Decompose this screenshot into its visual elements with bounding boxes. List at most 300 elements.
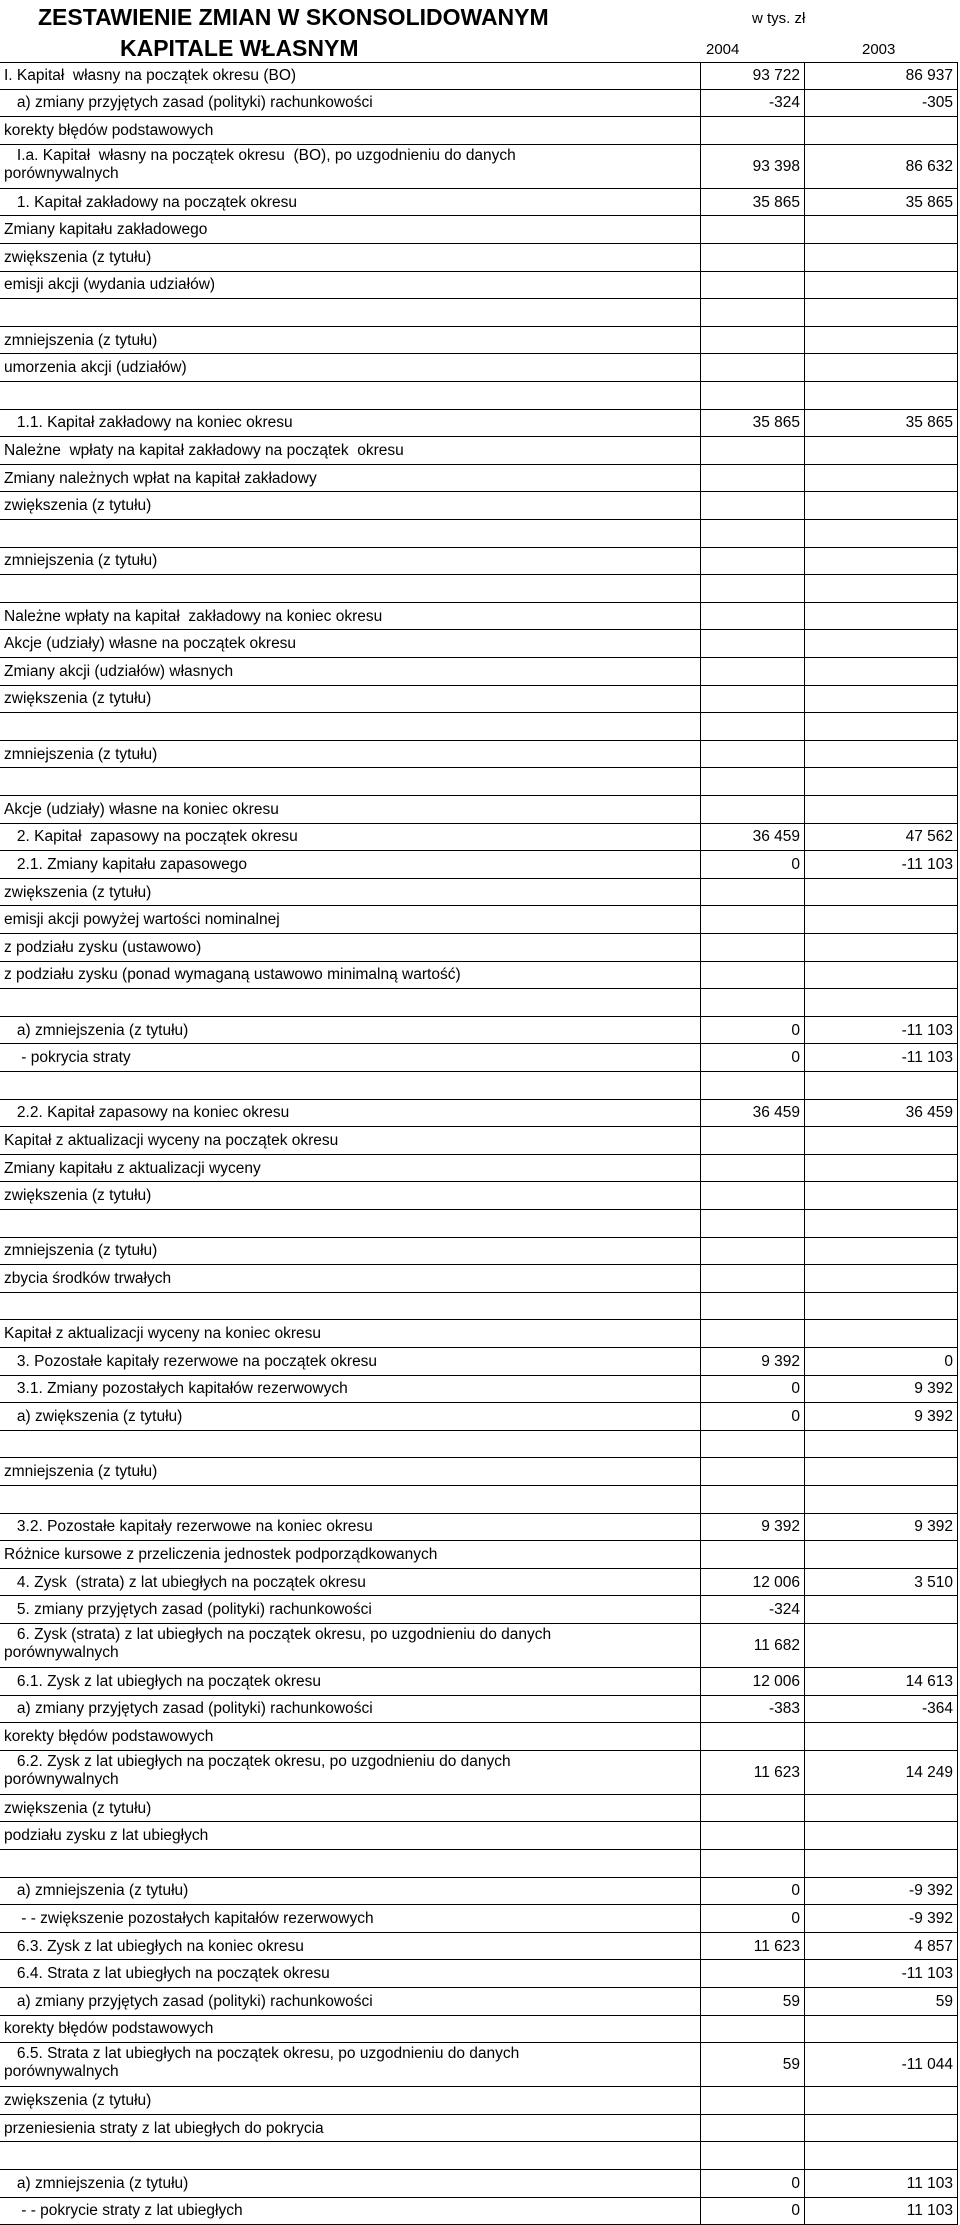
value-2004 bbox=[700, 2016, 804, 2044]
value-2004: 59 bbox=[700, 1988, 804, 2016]
row-label bbox=[0, 1751, 700, 1795]
table-row bbox=[0, 382, 960, 410]
row-label-text: 6.2. Zysk z lat ubiegłych na początek okresu, po uzgodnieniu do danych porównywalnych bbox=[4, 1752, 511, 1788]
row-label bbox=[0, 2043, 700, 2087]
row-label bbox=[0, 244, 700, 272]
row-label bbox=[0, 1431, 700, 1459]
row-label-text: z podziału zysku (ustawowo) bbox=[4, 938, 202, 956]
row-label-text: a) zmniejszenia (z tytułu) bbox=[4, 2174, 189, 2192]
row-label bbox=[0, 2198, 700, 2225]
table-row bbox=[0, 327, 960, 355]
table-row bbox=[0, 189, 960, 217]
value-2003 bbox=[804, 1850, 958, 1878]
value-2004: -324 bbox=[700, 1596, 804, 1624]
table-row bbox=[0, 1265, 960, 1293]
row-label bbox=[0, 90, 700, 118]
value-2003 bbox=[804, 796, 958, 824]
value-2003 bbox=[804, 354, 958, 382]
value-2004: 0 bbox=[700, 1017, 804, 1045]
value-2003: 36 459 bbox=[804, 1100, 958, 1128]
value-2004 bbox=[700, 1155, 804, 1183]
table-row bbox=[0, 1017, 960, 1045]
row-label bbox=[0, 768, 700, 796]
row-label-text: z podziału zysku (ponad wymaganą ustawowo minimalną wartość) bbox=[4, 966, 461, 984]
value-2004: 12 006 bbox=[700, 1668, 804, 1696]
row-label bbox=[0, 1596, 700, 1624]
value-2004 bbox=[700, 713, 804, 741]
table-row bbox=[0, 1100, 960, 1128]
row-label bbox=[0, 1017, 700, 1045]
value-2004: 9 392 bbox=[700, 1348, 804, 1376]
row-label-text: 2.2. Kapitał zapasowy na koniec okresu bbox=[4, 1104, 290, 1122]
value-2004: 0 bbox=[700, 1905, 804, 1933]
table-row bbox=[0, 1960, 960, 1988]
table-row bbox=[0, 1320, 960, 1348]
value-2004 bbox=[700, 879, 804, 907]
row-label-text: Zmiany kapitału z aktualizacji wyceny bbox=[4, 1159, 261, 1177]
table-row bbox=[0, 658, 960, 686]
value-2003 bbox=[804, 1795, 958, 1823]
row-label-text: Zmiany akcji (udziałów) własnych bbox=[4, 662, 234, 680]
table-row bbox=[0, 796, 960, 824]
row-label-text: zwiększenia (z tytułu) bbox=[4, 1799, 152, 1817]
table-row bbox=[0, 630, 960, 658]
value-2003 bbox=[804, 1210, 958, 1238]
value-2004: 59 bbox=[700, 2043, 804, 2087]
row-label-text: Zmiany należnych wpłat na kapitał zakładowy bbox=[4, 469, 317, 487]
row-label bbox=[0, 1100, 700, 1128]
row-label bbox=[0, 62, 700, 90]
value-2004 bbox=[700, 1458, 804, 1486]
table-row bbox=[0, 354, 960, 382]
value-2003: 9 392 bbox=[804, 1376, 958, 1404]
row-label bbox=[0, 1376, 700, 1404]
row-label bbox=[0, 934, 700, 962]
table-row bbox=[0, 1905, 960, 1933]
row-label bbox=[0, 2087, 700, 2115]
row-label bbox=[0, 216, 700, 244]
row-label-text: 3.1. Zmiany pozostałych kapitałów rezerwowych bbox=[4, 1380, 348, 1398]
row-label bbox=[0, 575, 700, 603]
value-2004: 36 459 bbox=[700, 824, 804, 852]
row-label-text: I.a. Kapitał własny na początek okresu (BO), po uzgodnieniu do danych porównywalnych bbox=[4, 146, 516, 182]
value-2003: 11 103 bbox=[804, 2198, 958, 2225]
value-2004 bbox=[700, 1822, 804, 1850]
value-2003 bbox=[804, 879, 958, 907]
row-label-text: Należne wpłaty na kapitał zakładowy na koniec okresu bbox=[4, 607, 383, 625]
value-2003: 86 937 bbox=[804, 62, 958, 90]
table-row bbox=[0, 1668, 960, 1696]
table-row bbox=[0, 1723, 960, 1751]
row-label-text: 1.1. Kapitał zakładowy na koniec okresu bbox=[4, 414, 293, 432]
table-row bbox=[0, 1182, 960, 1210]
value-2004: 93 722 bbox=[700, 62, 804, 90]
table-row bbox=[0, 62, 960, 90]
row-label bbox=[0, 796, 700, 824]
value-2004 bbox=[700, 1486, 804, 1514]
value-2003 bbox=[804, 1458, 958, 1486]
table-row bbox=[0, 117, 960, 145]
table-row bbox=[0, 272, 960, 300]
row-label-text: 3. Pozostałe kapitały rezerwowe na początek okresu bbox=[4, 1352, 378, 1370]
value-2003: 59 bbox=[804, 1988, 958, 2016]
row-label-text: 6.4. Strata z lat ubiegłych na początek okresu bbox=[4, 1965, 330, 1983]
value-2004 bbox=[700, 741, 804, 769]
value-2004 bbox=[700, 492, 804, 520]
row-label bbox=[0, 1458, 700, 1486]
row-label bbox=[0, 713, 700, 741]
row-label-text: 2. Kapitał zapasowy na początek okresu bbox=[4, 828, 298, 846]
value-2003 bbox=[804, 1238, 958, 1266]
table-row bbox=[0, 2142, 960, 2170]
value-2004: 0 bbox=[700, 2170, 804, 2198]
row-label bbox=[0, 1182, 700, 1210]
value-2003: 11 103 bbox=[804, 2170, 958, 2198]
table-row bbox=[0, 1751, 960, 1795]
row-label-text: 6.5. Strata z lat ubiegłych na początek okresu, po uzgodnieniu do danych porównywalnych bbox=[4, 2045, 520, 2081]
value-2003: -11 103 bbox=[804, 1044, 958, 1072]
value-2003 bbox=[804, 686, 958, 714]
row-label-text: zbycia środków trwałych bbox=[4, 1269, 172, 1287]
value-2003 bbox=[804, 117, 958, 145]
row-label-text: Różnice kursowe z przeliczenia jednostek podporządkowanych bbox=[4, 1545, 438, 1563]
row-label bbox=[0, 1072, 700, 1100]
row-label bbox=[0, 1238, 700, 1266]
row-label bbox=[0, 1569, 700, 1597]
table-row bbox=[0, 1596, 960, 1624]
row-label-text: zwiększenia (z tytułu) bbox=[4, 248, 152, 266]
row-label bbox=[0, 2170, 700, 2198]
table-row bbox=[0, 548, 960, 576]
row-label bbox=[0, 382, 700, 410]
value-2004 bbox=[700, 548, 804, 576]
row-label-text: 6.3. Zysk z lat ubiegłych na koniec okresu bbox=[4, 1937, 304, 1955]
row-label bbox=[0, 189, 700, 217]
row-label bbox=[0, 465, 700, 493]
row-label-text: 5. zmiany przyjętych zasad (polityki) rachunkowości bbox=[4, 1601, 372, 1619]
table-row bbox=[0, 1044, 960, 1072]
value-2004: 11 623 bbox=[700, 1933, 804, 1961]
row-label bbox=[0, 327, 700, 355]
row-label-text: - - zwiększenie pozostałych kapitałów rezerwowych bbox=[4, 1909, 374, 1927]
value-2003 bbox=[804, 934, 958, 962]
row-label bbox=[0, 1541, 700, 1569]
table-row bbox=[0, 2087, 960, 2115]
row-label bbox=[0, 1265, 700, 1293]
value-2004: 0 bbox=[700, 1403, 804, 1431]
value-2004 bbox=[700, 1127, 804, 1155]
row-label bbox=[0, 520, 700, 548]
table-row bbox=[0, 962, 960, 990]
row-label bbox=[0, 1127, 700, 1155]
table-row bbox=[0, 851, 960, 879]
value-2004: 0 bbox=[700, 1376, 804, 1404]
row-label bbox=[0, 1320, 700, 1348]
table-row bbox=[0, 2016, 960, 2044]
row-label bbox=[0, 1044, 700, 1072]
table-row bbox=[0, 244, 960, 272]
row-label-text: zmniejszenia (z tytułu) bbox=[4, 552, 158, 570]
row-label bbox=[0, 1988, 700, 2016]
table-row bbox=[0, 1431, 960, 1459]
row-label bbox=[0, 1403, 700, 1431]
row-label bbox=[0, 962, 700, 990]
value-2003: 14 249 bbox=[804, 1751, 958, 1795]
value-2003 bbox=[804, 1486, 958, 1514]
table-row bbox=[0, 2170, 960, 2198]
value-2003 bbox=[804, 2016, 958, 2044]
value-2003: 35 865 bbox=[804, 410, 958, 438]
table-row bbox=[0, 1696, 960, 1724]
table-row bbox=[0, 1988, 960, 2016]
table-row bbox=[0, 1878, 960, 1906]
value-2004: 12 006 bbox=[700, 1569, 804, 1597]
row-label-text: 6. Zysk (strata) z lat ubiegłych na początek okresu, po uzgodnieniu do danych porównywalnych bbox=[4, 1626, 552, 1661]
value-2003: 4 857 bbox=[804, 1933, 958, 1961]
table-row bbox=[0, 2115, 960, 2143]
row-label bbox=[0, 1905, 700, 1933]
row-label-text: emisji akcji powyżej wartości nominalnej bbox=[4, 911, 280, 929]
report-title-line1: ZESTAWIENIE ZMIAN W SKONSOLIDOWANYM bbox=[38, 4, 549, 30]
table-row bbox=[0, 879, 960, 907]
value-2004 bbox=[700, 686, 804, 714]
value-2003 bbox=[804, 1155, 958, 1183]
table-row bbox=[0, 1458, 960, 1486]
table-row bbox=[0, 465, 960, 493]
row-label-text: zwiększenia (z tytułu) bbox=[4, 690, 152, 708]
row-label bbox=[0, 1822, 700, 1850]
table-row bbox=[0, 713, 960, 741]
table-row bbox=[0, 1293, 960, 1321]
value-2003 bbox=[804, 1293, 958, 1321]
value-2004 bbox=[700, 520, 804, 548]
row-label bbox=[0, 603, 700, 631]
row-label bbox=[0, 1933, 700, 1961]
row-label bbox=[0, 1293, 700, 1321]
value-2003 bbox=[804, 548, 958, 576]
row-label-text: 6.1. Zysk z lat ubiegłych na początek okresu bbox=[4, 1672, 322, 1690]
table-row bbox=[0, 824, 960, 852]
row-label bbox=[0, 410, 700, 438]
value-2004: 9 392 bbox=[700, 1514, 804, 1542]
row-label-text: 2.1. Zmiany kapitału zapasowego bbox=[4, 855, 247, 873]
row-label-text: zwiększenia (z tytułu) bbox=[4, 883, 152, 901]
value-2004 bbox=[700, 327, 804, 355]
value-2004 bbox=[700, 216, 804, 244]
value-2003: 47 562 bbox=[804, 824, 958, 852]
row-label bbox=[0, 1850, 700, 1878]
row-label-text: podziału zysku z lat ubiegłych bbox=[4, 1827, 209, 1845]
value-2003 bbox=[804, 520, 958, 548]
row-label-text: 1. Kapitał zakładowy na początek okresu bbox=[4, 193, 297, 211]
value-2004 bbox=[700, 1541, 804, 1569]
row-label-text: przeniesienia straty z lat ubiegłych do pokrycia bbox=[4, 2119, 324, 2137]
value-2003 bbox=[804, 962, 958, 990]
value-2003 bbox=[804, 1541, 958, 1569]
table-row bbox=[0, 437, 960, 465]
table-row bbox=[0, 1486, 960, 1514]
row-label-text: zmniejszenia (z tytułu) bbox=[4, 331, 158, 349]
value-2003 bbox=[804, 492, 958, 520]
row-label-text: Należne wpłaty na kapitał zakładowy na początek okresu bbox=[4, 441, 404, 459]
row-label bbox=[0, 824, 700, 852]
value-2004 bbox=[700, 272, 804, 300]
table-row bbox=[0, 1624, 960, 1668]
row-label-text: a) zmniejszenia (z tytułu) bbox=[4, 1021, 189, 1039]
value-2004 bbox=[700, 1850, 804, 1878]
row-label-text: zwiększenia (z tytułu) bbox=[4, 497, 152, 515]
value-2004 bbox=[700, 1431, 804, 1459]
value-2004 bbox=[700, 354, 804, 382]
value-2004: 11 682 bbox=[700, 1624, 804, 1668]
value-2004: 35 865 bbox=[700, 189, 804, 217]
row-label-text: 4. Zysk (strata) z lat ubiegłych na początek okresu bbox=[4, 1573, 366, 1591]
row-label bbox=[0, 492, 700, 520]
value-2003 bbox=[804, 1431, 958, 1459]
value-2003 bbox=[804, 768, 958, 796]
value-2004 bbox=[700, 658, 804, 686]
row-label-text: - - pokrycie straty z lat ubiegłych bbox=[4, 2202, 243, 2220]
row-label-text: Akcje (udziały) własne na koniec okresu bbox=[4, 800, 279, 818]
value-2003: -11 103 bbox=[804, 1960, 958, 1988]
row-label-text: umorzenia akcji (udziałów) bbox=[4, 359, 187, 377]
value-2004 bbox=[700, 2087, 804, 2115]
value-2003: -11 103 bbox=[804, 1017, 958, 1045]
value-2003 bbox=[804, 2142, 958, 2170]
table-row bbox=[0, 1348, 960, 1376]
value-2004 bbox=[700, 989, 804, 1017]
value-2004 bbox=[700, 1238, 804, 1266]
table-row bbox=[0, 520, 960, 548]
table-row bbox=[0, 1403, 960, 1431]
value-2003 bbox=[804, 1072, 958, 1100]
value-2004 bbox=[700, 465, 804, 493]
value-2004: 0 bbox=[700, 1878, 804, 1906]
value-2003 bbox=[804, 1822, 958, 1850]
row-label bbox=[0, 1348, 700, 1376]
value-2004 bbox=[700, 437, 804, 465]
value-2003: 9 392 bbox=[804, 1514, 958, 1542]
table-row bbox=[0, 686, 960, 714]
table-row bbox=[0, 603, 960, 631]
row-label-text: korekty błędów podstawowych bbox=[4, 1727, 214, 1745]
row-label bbox=[0, 1696, 700, 1724]
value-2004 bbox=[700, 1320, 804, 1348]
table-row bbox=[0, 1933, 960, 1961]
value-2004: -324 bbox=[700, 90, 804, 118]
value-2004: -383 bbox=[700, 1696, 804, 1724]
row-label bbox=[0, 145, 700, 189]
value-2003 bbox=[804, 1320, 958, 1348]
row-label-text: Kapitał z aktualizacji wyceny na początek okresu bbox=[4, 1131, 339, 1149]
row-label bbox=[0, 117, 700, 145]
value-2003: 3 510 bbox=[804, 1569, 958, 1597]
row-label bbox=[0, 879, 700, 907]
table-row bbox=[0, 1569, 960, 1597]
table-row bbox=[0, 1127, 960, 1155]
value-2004: 93 398 bbox=[700, 145, 804, 189]
value-2004 bbox=[700, 1265, 804, 1293]
value-2003 bbox=[804, 906, 958, 934]
value-2004 bbox=[700, 768, 804, 796]
row-label bbox=[0, 1486, 700, 1514]
row-label bbox=[0, 658, 700, 686]
value-2004 bbox=[700, 603, 804, 631]
value-2003 bbox=[804, 1127, 958, 1155]
table-row bbox=[0, 906, 960, 934]
value-2003: 0 bbox=[804, 1348, 958, 1376]
table-row bbox=[0, 410, 960, 438]
table-row bbox=[0, 1850, 960, 1878]
value-2004: 11 623 bbox=[700, 1751, 804, 1795]
row-label bbox=[0, 2016, 700, 2044]
value-2003 bbox=[804, 575, 958, 603]
row-label-text: emisji akcji (wydania udziałów) bbox=[4, 276, 216, 294]
value-2004 bbox=[700, 1210, 804, 1238]
row-label bbox=[0, 1878, 700, 1906]
value-2003: -9 392 bbox=[804, 1905, 958, 1933]
unit-label: w tys. zł bbox=[752, 10, 806, 27]
value-2003: -11 103 bbox=[804, 851, 958, 879]
value-2004 bbox=[700, 1795, 804, 1823]
value-2004 bbox=[700, 630, 804, 658]
table-row bbox=[0, 90, 960, 118]
value-2004 bbox=[700, 299, 804, 327]
value-2003: 9 392 bbox=[804, 1403, 958, 1431]
row-label bbox=[0, 741, 700, 769]
table-row bbox=[0, 989, 960, 1017]
value-2004 bbox=[700, 962, 804, 990]
value-2004 bbox=[700, 1072, 804, 1100]
table-row bbox=[0, 768, 960, 796]
value-2004 bbox=[700, 1293, 804, 1321]
row-label-text: a) zwiększenia (z tytułu) bbox=[4, 1407, 183, 1425]
row-label bbox=[0, 1155, 700, 1183]
value-2003 bbox=[804, 1596, 958, 1624]
table-row bbox=[0, 299, 960, 327]
table-row bbox=[0, 741, 960, 769]
table-row bbox=[0, 1155, 960, 1183]
row-label bbox=[0, 1668, 700, 1696]
value-2003: -364 bbox=[804, 1696, 958, 1724]
value-2003 bbox=[804, 603, 958, 631]
value-2003 bbox=[804, 272, 958, 300]
table-row bbox=[0, 575, 960, 603]
value-2003 bbox=[804, 465, 958, 493]
row-label-text: Zmiany kapitału zakładowego bbox=[4, 221, 208, 239]
row-label bbox=[0, 1723, 700, 1751]
row-label bbox=[0, 2115, 700, 2143]
value-2004: 0 bbox=[700, 851, 804, 879]
value-2004: 36 459 bbox=[700, 1100, 804, 1128]
value-2003 bbox=[804, 1723, 958, 1751]
row-label-text: a) zmiany przyjętych zasad (polityki) rachunkowości bbox=[4, 1992, 373, 2010]
row-label-text: I. Kapitał własny na początek okresu (BO) bbox=[4, 66, 297, 84]
row-label-text: a) zmiany przyjętych zasad (polityki) rachunkowości bbox=[4, 1700, 373, 1718]
row-label-text: - pokrycia straty bbox=[4, 1049, 131, 1067]
value-2004: 0 bbox=[700, 2198, 804, 2225]
value-2003 bbox=[804, 989, 958, 1017]
value-2003 bbox=[804, 382, 958, 410]
row-label bbox=[0, 1210, 700, 1238]
column-header-2004: 2004 bbox=[706, 41, 740, 58]
value-2003: -9 392 bbox=[804, 1878, 958, 1906]
table-row bbox=[0, 2198, 960, 2225]
row-label-text: zmniejszenia (z tytułu) bbox=[4, 1463, 158, 1481]
value-2003: -11 044 bbox=[804, 2043, 958, 2087]
row-label bbox=[0, 989, 700, 1017]
row-label bbox=[0, 272, 700, 300]
